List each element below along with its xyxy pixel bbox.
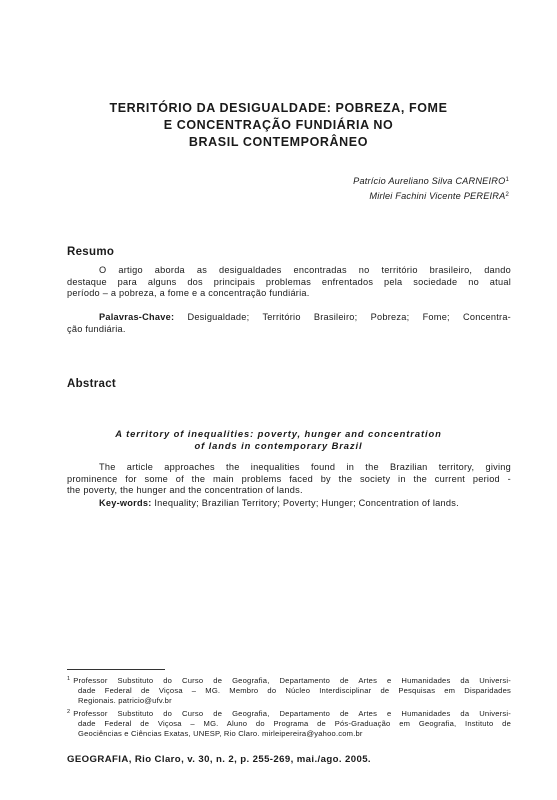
article-title <box>60 100 497 151</box>
abstract-line-1: The article approaches the inequalities found in the Brazilian territory, giving <box>99 462 511 472</box>
author-2-footnote-mark[interactable]: 2 <box>505 192 509 198</box>
abstract-line-2: prominence for some of the main problems faced by the society in the current period - <box>67 473 511 484</box>
footnote-1-line-2: dade Federal de Viçosa – MG. Membro do Núcleo Interdisciplinar de Pesquisas em Disparidades <box>78 686 511 696</box>
footnote-2-line-3: Geociências e Ciências Exatas, UNESP, Rio Claro. mirleipereira@yahoo.com.br <box>78 729 363 739</box>
footnote-1-line-1-text: Professor Substituto do Curso de Geografia, Departamento de Artes e Humanidades da Universi- <box>73 676 511 685</box>
abstract-paragraph <box>67 462 511 497</box>
title-line-1: TERRITÓRIO DA DESIGUALDADE: POBREZA, FOME <box>109 101 448 115</box>
footnote-1 <box>67 674 511 707</box>
resumo-line-1: O artigo aborda as desigualdades encontradas no território brasileiro, dando <box>99 265 511 275</box>
author-2-name: Mirlei Fachini Vicente PEREIRA <box>369 191 506 201</box>
resumo-keywords-text: Desigualdade; Território Brasileiro; Pobreza; Fome; Concentra- <box>187 312 511 322</box>
abstract-keywords-label: Key-words: <box>99 498 152 508</box>
journal-citation: GEOGRAFIA, Rio Claro, v. 30, n. 2, p. 255-269, mai./ago. 2005. <box>67 754 372 765</box>
footnote-2-line-2: dade Federal de Viçosa – MG. Aluno do Programa de Pós-Graduação em Geografia, Instituto de <box>78 719 511 729</box>
english-title <box>60 428 497 452</box>
english-title-line-1: A territory of inequalities: poverty, hunger and concentration <box>115 428 442 439</box>
footnote-1-line-1 <box>67 674 511 686</box>
abstract-keywords-line <box>67 498 511 510</box>
title-line-2: E CONCENTRAÇÃO FUNDIÁRIA NO <box>163 118 394 132</box>
resumo-paragraph <box>67 265 511 300</box>
resumo-keywords-line-1 <box>67 312 511 324</box>
resumo-keywords <box>67 312 511 335</box>
resumo-heading: Resumo <box>67 246 115 258</box>
author-1-footnote-mark[interactable]: 1 <box>505 177 509 183</box>
author-list <box>353 173 509 203</box>
author-1-name: Patrício Aureliano Silva CARNEIRO <box>353 176 506 186</box>
abstract-line-3: the poverty, the hunger and the concentration of lands. <box>67 485 303 496</box>
resumo-keywords-label: Palavras-Chave: <box>99 312 175 322</box>
footnote-2-mark: 2 <box>67 709 71 715</box>
abstract-keywords-text: Inequality; Brazilian Territory; Poverty; Hunger; Concentration of lands. <box>154 498 459 508</box>
footnote-1-line-3: Regionais. patricio@ufv.br <box>78 696 172 706</box>
footnote-2 <box>67 707 511 740</box>
abstract-keywords <box>67 498 511 510</box>
english-title-line-2: of lands in contemporary Brazil <box>194 440 363 451</box>
footnote-divider <box>67 669 165 670</box>
author-2 <box>353 188 509 203</box>
resumo-line-3: período – a pobreza, a fome e a concentração fundiária. <box>67 288 310 299</box>
resumo-line-2: destaque para alguns dos principais problemas enfrentados pela sociedade no atual <box>67 276 511 287</box>
footnote-2-line-1-text: Professor Substituto do Curso de Geografia, Departamento de Artes e Humanidades da Universi- <box>73 709 511 718</box>
title-line-3: BRASIL CONTEMPORÂNEO <box>188 135 369 149</box>
footnote-2-line-1 <box>67 707 511 719</box>
footnote-1-mark: 1 <box>67 676 71 682</box>
abstract-heading: Abstract <box>67 378 117 390</box>
resumo-keywords-line-2: ção fundiária. <box>67 323 126 334</box>
author-1 <box>353 173 509 188</box>
